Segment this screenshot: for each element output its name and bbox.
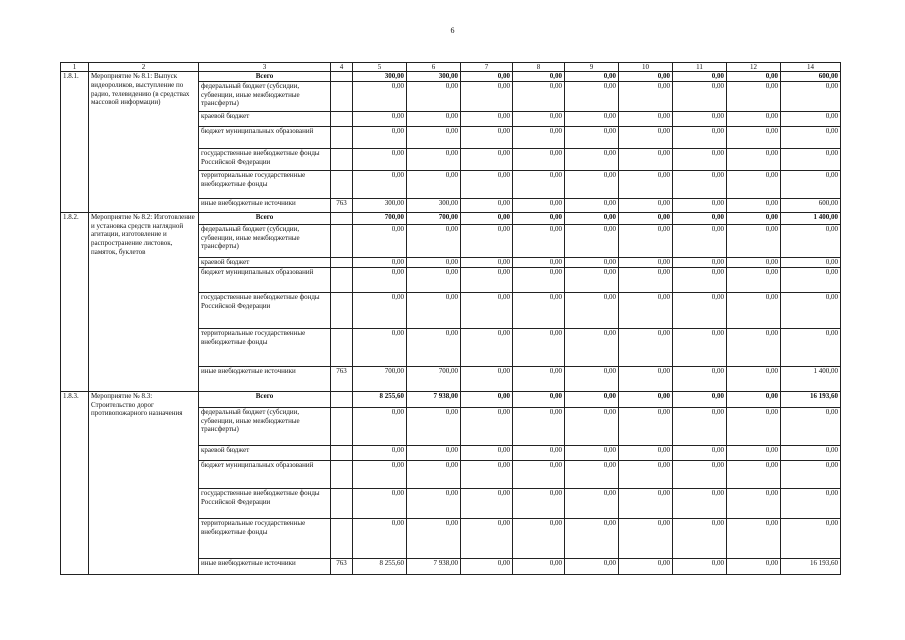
header-cell: 12	[727, 63, 781, 72]
value-cell: 0,00	[461, 170, 513, 198]
value-cell: 0,00	[513, 328, 565, 366]
value-cell: 0,00	[407, 460, 461, 488]
value-cell: 0,00	[513, 292, 565, 328]
value-cell: 0,00	[781, 81, 841, 111]
value-cell: 0,00	[781, 460, 841, 488]
value-cell: 0,00	[673, 257, 727, 267]
value-cell: 0,00	[353, 292, 407, 328]
value-cell: 0,00	[673, 328, 727, 366]
value-cell: 700,00	[353, 212, 407, 224]
value-cell: 0,00	[407, 111, 461, 126]
value-cell: 0,00	[461, 292, 513, 328]
value-cell: 0,00	[565, 81, 619, 111]
value-cell: 700,00	[407, 366, 461, 391]
code-cell	[331, 257, 353, 267]
value-cell: 0,00	[727, 257, 781, 267]
value-cell: 0,00	[565, 257, 619, 267]
funding-source-label: государственные внебюджетные фонды Российской Федерации	[199, 488, 331, 518]
funding-source-label: Всего	[199, 212, 331, 224]
value-cell: 0,00	[673, 488, 727, 518]
value-cell: 0,00	[407, 148, 461, 170]
funding-source-label: краевой бюджет	[199, 445, 331, 460]
value-cell: 0,00	[565, 460, 619, 488]
value-cell: 0,00	[461, 148, 513, 170]
value-cell: 0,00	[727, 198, 781, 212]
table-row-total	[61, 72, 841, 82]
code-cell	[331, 407, 353, 445]
row-number: 1.8.1.	[61, 72, 89, 213]
value-cell: 0,00	[513, 460, 565, 488]
value-cell: 0,00	[513, 445, 565, 460]
value-cell: 0,00	[781, 267, 841, 292]
value-cell: 0,00	[407, 81, 461, 111]
row-number: 1.8.2.	[61, 212, 89, 391]
value-cell: 0,00	[353, 518, 407, 558]
value-cell: 0,00	[407, 224, 461, 257]
value-cell: 0,00	[461, 488, 513, 518]
value-cell: 300,00	[407, 72, 461, 82]
funding-source-label: бюджет муниципальных образований	[199, 126, 331, 148]
code-cell	[331, 292, 353, 328]
value-cell: 0,00	[781, 170, 841, 198]
value-cell: 0,00	[461, 126, 513, 148]
code-cell	[331, 391, 353, 407]
value-cell: 0,00	[781, 407, 841, 445]
value-cell: 7 938,00	[407, 391, 461, 407]
header-row	[61, 63, 841, 72]
value-cell: 0,00	[407, 257, 461, 267]
value-cell: 0,00	[727, 126, 781, 148]
value-cell: 0,00	[513, 198, 565, 212]
value-cell: 0,00	[781, 126, 841, 148]
funding-source-label: федеральный бюджет (субсидии, субвенции, иные межбюджетные трансферты)	[199, 407, 331, 445]
value-cell: 0,00	[673, 445, 727, 460]
value-cell: 0,00	[407, 328, 461, 366]
value-cell: 0,00	[407, 407, 461, 445]
code-cell	[331, 267, 353, 292]
value-cell: 0,00	[781, 518, 841, 558]
value-cell: 0,00	[619, 267, 673, 292]
code-cell	[331, 126, 353, 148]
value-cell: 0,00	[407, 267, 461, 292]
value-cell: 0,00	[619, 148, 673, 170]
value-cell: 0,00	[407, 488, 461, 518]
value-cell: 1 400,00	[781, 366, 841, 391]
value-cell: 0,00	[565, 518, 619, 558]
value-cell: 0,00	[513, 488, 565, 518]
value-cell: 0,00	[727, 81, 781, 111]
funding-source-label: территориальные государственные внебюджетные фонды	[199, 170, 331, 198]
value-cell: 0,00	[461, 212, 513, 224]
row-number: 1.8.3.	[61, 391, 89, 574]
value-cell: 0,00	[461, 407, 513, 445]
funding-source-label: краевой бюджет	[199, 257, 331, 267]
value-cell: 300,00	[353, 198, 407, 212]
value-cell: 0,00	[781, 224, 841, 257]
value-cell: 0,00	[461, 111, 513, 126]
value-cell: 0,00	[673, 126, 727, 148]
value-cell: 0,00	[565, 170, 619, 198]
value-cell: 0,00	[461, 460, 513, 488]
value-cell: 0,00	[353, 257, 407, 267]
value-cell: 700,00	[407, 212, 461, 224]
funding-source-label: Всего	[199, 72, 331, 82]
value-cell: 0,00	[619, 328, 673, 366]
header-cell: 4	[331, 63, 353, 72]
value-cell: 0,00	[673, 148, 727, 170]
value-cell: 0,00	[727, 292, 781, 328]
value-cell: 300,00	[407, 198, 461, 212]
value-cell: 0,00	[781, 292, 841, 328]
value-cell: 0,00	[727, 328, 781, 366]
value-cell: 0,00	[353, 460, 407, 488]
value-cell: 0,00	[461, 518, 513, 558]
value-cell: 0,00	[673, 198, 727, 212]
code-cell	[331, 72, 353, 82]
value-cell: 0,00	[513, 212, 565, 224]
header-cell: 2	[89, 63, 199, 72]
value-cell: 0,00	[513, 148, 565, 170]
value-cell: 16 193,60	[781, 391, 841, 407]
value-cell: 0,00	[727, 558, 781, 574]
header-cell: 6	[407, 63, 461, 72]
value-cell: 0,00	[781, 488, 841, 518]
funding-source-label: бюджет муниципальных образований	[199, 460, 331, 488]
value-cell: 0,00	[673, 111, 727, 126]
value-cell: 0,00	[673, 267, 727, 292]
value-cell: 0,00	[727, 445, 781, 460]
value-cell: 0,00	[727, 170, 781, 198]
funding-source-label: государственные внебюджетные фонды Российской Федерации	[199, 292, 331, 328]
value-cell: 0,00	[727, 212, 781, 224]
value-cell: 1 400,00	[781, 212, 841, 224]
value-cell: 0,00	[353, 407, 407, 445]
value-cell: 0,00	[565, 558, 619, 574]
value-cell: 0,00	[407, 518, 461, 558]
value-cell: 0,00	[781, 445, 841, 460]
value-cell: 0,00	[619, 170, 673, 198]
value-cell: 0,00	[727, 518, 781, 558]
value-cell: 0,00	[673, 558, 727, 574]
value-cell: 0,00	[461, 224, 513, 257]
value-cell: 16 193,60	[781, 558, 841, 574]
value-cell: 0,00	[353, 81, 407, 111]
value-cell: 0,00	[619, 212, 673, 224]
code-cell	[331, 148, 353, 170]
value-cell: 0,00	[619, 518, 673, 558]
code-cell	[331, 212, 353, 224]
code-cell: 763	[331, 558, 353, 574]
value-cell: 0,00	[513, 81, 565, 111]
value-cell: 0,00	[353, 224, 407, 257]
header-cell: 3	[199, 63, 331, 72]
value-cell: 0,00	[565, 212, 619, 224]
value-cell: 0,00	[727, 72, 781, 82]
value-cell: 0,00	[673, 292, 727, 328]
value-cell: 0,00	[565, 148, 619, 170]
header-cell: 7	[461, 63, 513, 72]
value-cell: 0,00	[673, 212, 727, 224]
value-cell: 300,00	[353, 72, 407, 82]
value-cell: 0,00	[673, 460, 727, 488]
value-cell: 0,00	[513, 407, 565, 445]
value-cell: 0,00	[513, 224, 565, 257]
code-cell	[331, 224, 353, 257]
value-cell: 8 255,60	[353, 558, 407, 574]
value-cell: 0,00	[565, 488, 619, 518]
value-cell: 0,00	[353, 148, 407, 170]
funding-source-label: федеральный бюджет (субсидии, субвенции, иные межбюджетные трансферты)	[199, 224, 331, 257]
value-cell: 0,00	[619, 292, 673, 328]
header-cell: 8	[513, 63, 565, 72]
code-cell	[331, 170, 353, 198]
value-cell: 0,00	[565, 126, 619, 148]
value-cell: 0,00	[781, 111, 841, 126]
value-cell: 0,00	[461, 81, 513, 111]
value-cell: 0,00	[727, 224, 781, 257]
funding-source-label: иные внебюджетные источники	[199, 198, 331, 212]
value-cell: 0,00	[407, 292, 461, 328]
value-cell: 0,00	[727, 111, 781, 126]
funding-source-label: территориальные государственные внебюджетные фонды	[199, 328, 331, 366]
value-cell: 0,00	[565, 328, 619, 366]
value-cell: 0,00	[565, 366, 619, 391]
value-cell: 0,00	[461, 445, 513, 460]
value-cell: 0,00	[673, 407, 727, 445]
value-cell: 700,00	[353, 366, 407, 391]
table-row-total	[61, 212, 841, 224]
code-cell	[331, 328, 353, 366]
value-cell: 0,00	[727, 460, 781, 488]
value-cell: 0,00	[513, 257, 565, 267]
value-cell: 0,00	[673, 224, 727, 257]
value-cell: 0,00	[565, 445, 619, 460]
value-cell: 0,00	[513, 72, 565, 82]
value-cell: 0,00	[619, 72, 673, 82]
value-cell: 600,00	[781, 198, 841, 212]
value-cell: 0,00	[727, 391, 781, 407]
value-cell: 0,00	[407, 170, 461, 198]
value-cell: 0,00	[513, 126, 565, 148]
funding-source-label: краевой бюджет	[199, 111, 331, 126]
value-cell: 0,00	[353, 267, 407, 292]
header-cell: 9	[565, 63, 619, 72]
header-cell: 5	[353, 63, 407, 72]
budget-table	[60, 62, 841, 575]
value-cell: 0,00	[619, 111, 673, 126]
value-cell: 0,00	[353, 328, 407, 366]
value-cell: 0,00	[461, 558, 513, 574]
table-row-total	[61, 391, 841, 407]
value-cell: 0,00	[461, 391, 513, 407]
page-number: 6	[450, 26, 455, 35]
value-cell: 0,00	[673, 81, 727, 111]
value-cell: 0,00	[727, 148, 781, 170]
funding-source-label: иные внебюджетные источники	[199, 558, 331, 574]
value-cell: 0,00	[513, 366, 565, 391]
value-cell: 0,00	[513, 111, 565, 126]
value-cell: 0,00	[353, 126, 407, 148]
value-cell: 0,00	[565, 407, 619, 445]
value-cell: 0,00	[781, 148, 841, 170]
value-cell: 0,00	[407, 445, 461, 460]
value-cell: 0,00	[353, 111, 407, 126]
value-cell: 0,00	[673, 170, 727, 198]
value-cell: 0,00	[461, 257, 513, 267]
header-cell: 10	[619, 63, 673, 72]
value-cell: 0,00	[727, 267, 781, 292]
value-cell: 0,00	[461, 72, 513, 82]
value-cell: 0,00	[727, 488, 781, 518]
value-cell: 0,00	[513, 267, 565, 292]
value-cell: 0,00	[727, 407, 781, 445]
value-cell: 0,00	[565, 292, 619, 328]
value-cell: 0,00	[781, 257, 841, 267]
code-cell: 763	[331, 198, 353, 212]
value-cell: 0,00	[619, 366, 673, 391]
code-cell	[331, 445, 353, 460]
value-cell: 0,00	[619, 81, 673, 111]
value-cell: 0,00	[673, 72, 727, 82]
value-cell: 0,00	[727, 366, 781, 391]
value-cell: 0,00	[619, 407, 673, 445]
value-cell: 0,00	[781, 328, 841, 366]
value-cell: 0,00	[565, 111, 619, 126]
value-cell: 0,00	[619, 257, 673, 267]
measure-title: Мероприятие № 8.3: Строительство дорог противопожарного назначения	[89, 391, 199, 574]
value-cell: 0,00	[619, 445, 673, 460]
value-cell: 0,00	[673, 518, 727, 558]
code-cell	[331, 488, 353, 518]
funding-source-label: бюджет муниципальных образований	[199, 267, 331, 292]
header-cell: 1	[61, 63, 89, 72]
value-cell: 0,00	[565, 198, 619, 212]
funding-source-label: государственные внебюджетные фонды Российской Федерации	[199, 148, 331, 170]
header-cell: 11	[673, 63, 727, 72]
value-cell: 0,00	[619, 224, 673, 257]
code-cell	[331, 111, 353, 126]
value-cell: 0,00	[461, 328, 513, 366]
value-cell: 600,00	[781, 72, 841, 82]
value-cell: 0,00	[461, 366, 513, 391]
funding-source-label: Всего	[199, 391, 331, 407]
value-cell: 7 938,00	[407, 558, 461, 574]
value-cell: 0,00	[407, 126, 461, 148]
value-cell: 0,00	[619, 460, 673, 488]
funding-source-label: федеральный бюджет (субсидии, субвенции, иные межбюджетные трансферты)	[199, 81, 331, 111]
value-cell: 0,00	[565, 267, 619, 292]
value-cell: 0,00	[619, 558, 673, 574]
measure-title: Мероприятие № 8.2: Изготовление и установка средств наглядной агитации, изготовление и распространение листовок, памяток, буклетов	[89, 212, 199, 391]
code-cell	[331, 81, 353, 111]
value-cell: 0,00	[619, 391, 673, 407]
value-cell: 0,00	[353, 488, 407, 518]
value-cell: 0,00	[353, 170, 407, 198]
value-cell: 0,00	[513, 170, 565, 198]
value-cell: 0,00	[619, 488, 673, 518]
value-cell: 0,00	[461, 198, 513, 212]
value-cell: 0,00	[513, 558, 565, 574]
value-cell: 0,00	[353, 445, 407, 460]
value-cell: 0,00	[513, 518, 565, 558]
funding-source-label: иные внебюджетные источники	[199, 366, 331, 391]
value-cell: 0,00	[673, 366, 727, 391]
funding-source-label: территориальные государственные внебюджетные фонды	[199, 518, 331, 558]
code-cell: 763	[331, 366, 353, 391]
code-cell	[331, 518, 353, 558]
value-cell: 0,00	[513, 391, 565, 407]
value-cell: 0,00	[461, 267, 513, 292]
value-cell: 0,00	[565, 224, 619, 257]
value-cell: 0,00	[673, 391, 727, 407]
header-cell: 14	[781, 63, 841, 72]
value-cell: 0,00	[619, 198, 673, 212]
value-cell: 8 255,60	[353, 391, 407, 407]
code-cell	[331, 460, 353, 488]
value-cell: 0,00	[565, 391, 619, 407]
value-cell: 0,00	[565, 72, 619, 82]
measure-title: Мероприятие № 8.1: Выпуск видеороликов, выступление по радио, телевидению (в средствах массовой информации)	[89, 72, 199, 213]
value-cell: 0,00	[619, 126, 673, 148]
